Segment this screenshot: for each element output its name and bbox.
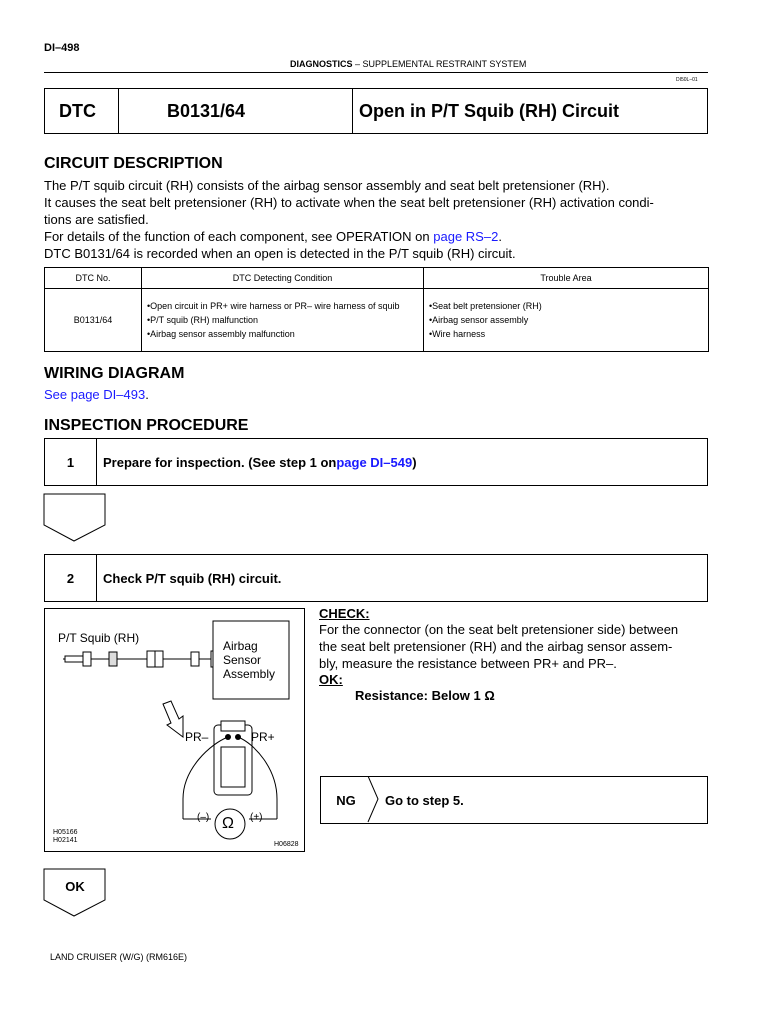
sensor-label-line-3: Assembly	[223, 667, 276, 681]
check-text-line-3: bly, measure the resistance between PR+ and PR–.	[319, 656, 617, 671]
dtc-title: Open in P/T Squib (RH) Circuit	[359, 100, 619, 121]
step-2-number: 2	[45, 555, 97, 601]
cell-conditions	[142, 289, 424, 352]
step-1-post: )	[412, 454, 417, 470]
area-item: • Airbag sensor assembly	[429, 313, 707, 327]
circuit-description-heading: CIRCUIT DESCRIPTION	[44, 155, 223, 172]
flow-arrow-shape	[43, 493, 107, 543]
step-1-box	[44, 438, 708, 486]
circuit-line-1: The P/T squib circuit (RH) consists of the airbag sensor assembly and seat belt pretensioner (RH).	[44, 178, 610, 193]
ng-box	[320, 776, 708, 824]
sensor-label-line-2: Sensor	[223, 653, 262, 667]
col-header-condition: DTC Detecting Condition	[142, 268, 424, 289]
ok-title: OK:	[319, 672, 343, 687]
ok-value: Resistance: Below 1 Ω	[355, 688, 495, 703]
circuit-line-4-post: .	[498, 229, 502, 244]
condition-item: • Airbag sensor assembly malfunction	[147, 327, 422, 341]
section-header	[290, 59, 526, 69]
check-text-line-2: the seat belt pretensioner (RH) and the airbag sensor assem-	[319, 639, 673, 654]
condition-item: • Open circuit in PR+ wire harness or PR– wire harness of squib	[147, 299, 422, 313]
step-1-page-link[interactable]: page DI–549	[336, 454, 413, 470]
col-header-dtc-no: DTC No.	[45, 268, 142, 289]
connector-figure	[44, 608, 305, 852]
circuit-line-4-text: For details of the function of each component, see OPERATION on	[44, 229, 434, 244]
squib-plug	[65, 656, 83, 662]
sensor-label	[223, 639, 275, 681]
ng-action: Go to step 5.	[385, 792, 464, 808]
inspection-procedure-heading: INSPECTION PROCEDURE	[44, 417, 249, 434]
operation-page-link[interactable]: page RS–2	[433, 229, 499, 244]
wiring-see	[44, 386, 149, 403]
footer: LAND CRUISER (W/G) (RM616E)	[50, 952, 188, 962]
figure-code-3: H06828	[274, 841, 299, 848]
page-number: DI–498	[44, 42, 80, 54]
dtc-label: DTC	[45, 89, 119, 133]
figure-code-1: H05166	[53, 829, 78, 836]
wiring-see-post: .	[145, 387, 149, 402]
step-2-text: Check P/T squib (RH) circuit.	[103, 570, 282, 586]
figure-code-2: H02141	[53, 837, 78, 844]
header-rule	[44, 72, 708, 73]
circuit-line-2: It causes the seat belt pretensioner (RH) to activate when the seat belt pretensioner (RH) activation condi-	[44, 195, 654, 210]
step-1-text	[103, 439, 417, 485]
check-section	[319, 606, 711, 704]
ohm-symbol: Ω	[222, 815, 234, 832]
negative-terminal-label: (–)	[197, 812, 210, 823]
trouble-table	[44, 267, 709, 352]
wiring-diagram-heading: WIRING DIAGRAM	[44, 365, 185, 382]
pretensioner-connector	[214, 725, 252, 795]
condition-item: • P/T squib (RH) malfunction	[147, 313, 422, 327]
check-title: CHECK:	[319, 606, 370, 621]
squib-label: P/T Squib (RH)	[58, 631, 140, 645]
circuit-line-5: DTC B0131/64 is recorded when an open is detected in the P/T squib (RH) circuit.	[44, 246, 516, 261]
positive-terminal-label: (+)	[250, 812, 263, 823]
step-1-label: Prepare for inspection. (See step 1 on	[103, 454, 337, 470]
section-header-bold: DIAGNOSTICS	[290, 59, 353, 69]
step-2-box	[44, 554, 708, 602]
circuit-line-3: tions are satisfied.	[44, 212, 149, 227]
probe-direction-arrow	[163, 701, 183, 737]
check-text-line-1: For the connector (on the seat belt pretensioner side) between	[319, 622, 679, 637]
ng-label: NG	[336, 792, 356, 808]
cell-dtc-no: B0131/64	[45, 289, 142, 352]
dtc-code: B0131/64	[119, 89, 353, 133]
circuit-line-4	[44, 228, 710, 245]
sensor-label-line-1: Airbag	[223, 639, 258, 653]
dtc-title-box	[44, 88, 708, 134]
table-row	[45, 289, 709, 352]
circuit-description-body	[44, 177, 710, 262]
area-item: • Wire harness	[429, 327, 707, 341]
step-1-number: 1	[45, 439, 97, 485]
ok-label: OK	[65, 879, 85, 894]
trouble-table-header	[45, 268, 709, 289]
pr-minus-label: PR–	[185, 730, 209, 744]
cell-trouble-areas	[424, 289, 709, 352]
figure-codes	[53, 829, 78, 845]
wiring-page-link[interactable]: See page DI–493	[44, 387, 146, 402]
area-item: • Seat belt pretensioner (RH)	[429, 299, 707, 313]
col-header-trouble-area: Trouble Area	[424, 268, 709, 289]
section-header-rest: – SUPPLEMENTAL RESTRAINT SYSTEM	[352, 59, 527, 69]
doc-code: DI50L–01	[676, 77, 698, 83]
pr-plus-label: PR+	[251, 730, 275, 744]
